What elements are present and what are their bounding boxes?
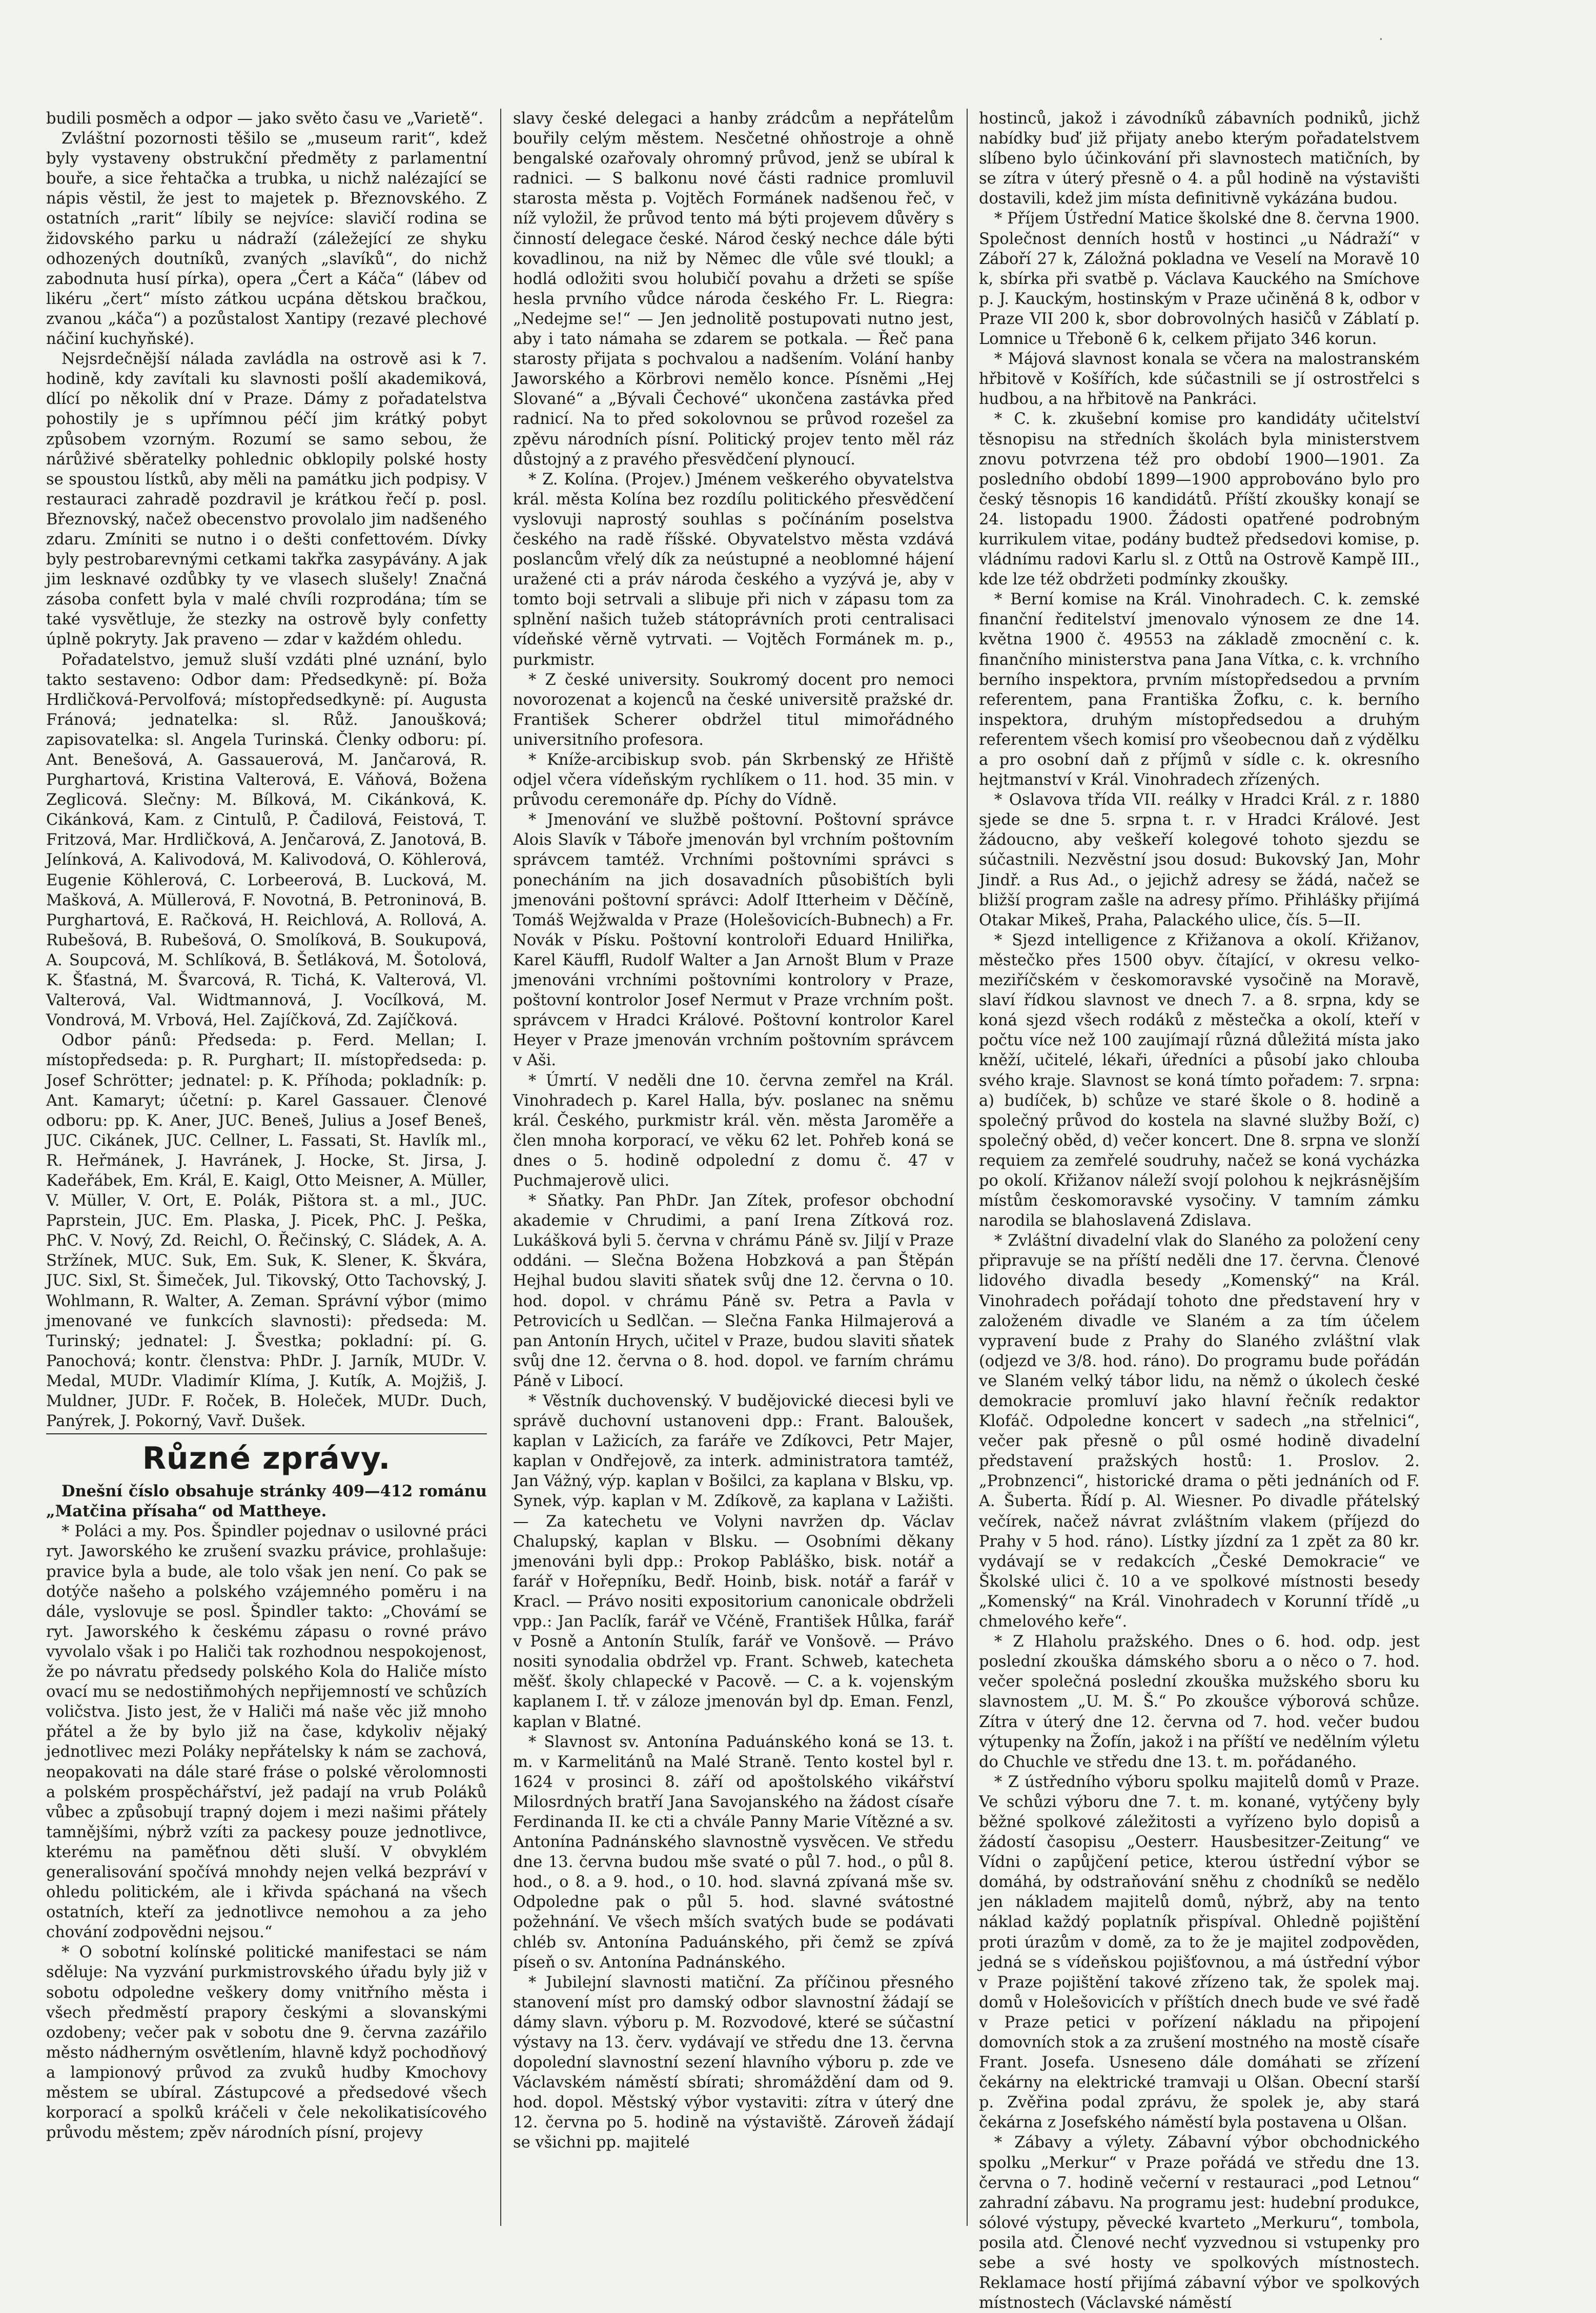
article-paragraph: * Slavnost sv. Antonína Paduánského koná se 13. t. m. v Karmelitánů na Malé Straně. Tento kostel byl r. 1624 v prosinci 8. září od apoštolského vikářství Milosrdných bratří Jana Savojanského na žádost císaře Ferdinanda II. ke cti a chvále Panny Marie Vítězné a sv. Antonína Padnánského slavnostně vysvěcen. Ve středu dne 13. června budou mše svaté o půl 7. hod., o půl 8. hod., o 8. a 9. hod., o 10. hod. slavná zpívaná mše sv. Odpoledne pak o půl 5. hod. slavné svátostné požehnání. Ve všech mších svatých bude se podávati chléb sv. Antonína Paduánského, při čemž se zpívá píseň o sv. Antonína Padnánského. [513,1733,954,1972]
paragraph: Zvláštní pozornosti těšilo se „museum rarit“, kdež byly vystaveny obstrukční předměty z parlamentní bouře, a sice řehtačka a trubka, u nichž nalézající se nápis věstil, že jest to majetek p. Březnovského. Z ostatních „rarit“ líbily se nejvíce: slavičí rodina se židovského parku u nádraží (záležející ze shyku odhozených doutníků, zvaných „slavíků“, do nichž zabodnuta husí pírka), opera „Čert a Káča“ (lábev od likéru „čert“ místo zátkou ucpána dětskou bračkou, zvanou „káča“) a pozůstalost Xantipy (rezavé plechové náčiní kuchyňské). [46,130,487,349]
paragraph: hostinců, jakož i závodníků zábavních podniků, jichž nabídky buď již přijaty anebo kterým pořadatelstvem slíbeno bylo účinkování při slavnostech matičních, by se zítra v úterý přesně o 4. a půl hodině na výstavišti dostavili, kdež jim místa definitivně vykázána budou. [979,110,1420,208]
article-paragraph: * Věstník duchovenský. V budějovické diecesi byli ve správě duchovní ustanoveni dpp.: Frant. Baloušek, kaplan v Lažicích, za faráře ve Zdíkovci, Petr Majer, kaplan v Ondřejově, za interk. administratora tamtéž, Jan Vážný, výp. kaplan v Bošilci, za kaplana v Blsku, vp. Synek, výp. kaplan v M. Zdíkově, za kaplana v Lažišti. — Za katechetu ve Volyni navržen dp. Václav Chalupský, kaplan v Blsku. — Osobními děkany jmenováni byli dpp.: Prokop Pabláško, bisk. notář a farář v Hořepníku, Bedř. Hoinb, bisk. notář a farář v Kracl. — Právo nositi expositorium canonicale obdrželi vpp.: Jan Paclík, farář ve Včéně, František Hůlka, farář v Posně a Antonín Stulík, farář ve Vonšově. — Právo nositi synodalia obdržel vp. Frant. Schweb, katecheta měšť. školy chlapecké v Pacově. — C. a k. vojenským kaplanem I. tř. v záloze jmenován byl dp. Eman. Fenzl, kaplan v Blatné. [513,1392,954,1731]
column-1 [46,109,487,2231]
paragraph: budili posměch a odpor — jako světo času ve „Varietě“. [46,110,483,128]
article-paragraph: * Sňatky. Pan PhDr. Jan Zítek, profesor obchodní akademie v Chrudimi, a paní Irena Zítková roz. Lukášková byli 5. června v chrámu Páně sv. Jiljí v Praze oddáni. — Slečna Božena Hobzková a pan Štěpán Hejhal budou slaviti sňatek svůj dne 12. června o 10. hod. dopol. v chrámu Páně sv. Petra a Pavla v Petrovicích u Sedlčan. — Slečna Fanka Hilmajerová a pan Antonín Hrych, učitel v Praze, budou slaviti sňatek svůj dne 12. června o 8. hod. dopol. ve farním chrámu Páně v Libocí. [513,1192,954,1390]
article-paragraph: * C. k. zkušební komise pro kandidáty učitelství těsnopisu na středních školách byla ministerstvem znovu potvrzena též pro období 1900—1901. Za posledního období 1899—1900 approbováno bylo pro český těsnopis 16 kandidátů. Příští zkoušky konají se 24. listopadu 1900. Žádosti opatřené podrobným kurrikulem vitae, podány budtež předsedovi komise, p. vládnímu radovi Karlu sl. z Ottů na Ostrově Kampě III., kde lze též obdržeti podmínky zkoušky. [979,410,1420,589]
article-paragraph: * Z české university. Soukromý docent pro nemoci novorozenat a kojenců na české universitě pražské dr. František Scherer obdržel titul mimořádného universitního profesora. [513,671,954,749]
column-3 [979,109,1420,2312]
article-paragraph: * Úmrtí. V neděli dne 10. června zemřel na Král. Vinohradech p. Karel Halla, býv. poslanec na sněmu král. Českého, purkmistr král. věn. města Jaroměře a člen mnoha korporací, ve věku 62 let. Pohřeb koná se dnes o 5. hodině odpolední z domu č. 47 v Puchmajerově ulici. [513,1071,954,1190]
article-paragraph: * Z. Kolína. (Projev.) Jménem veškerého obyvatelstva král. města Kolína bez rozdílu politického přesvědčení vyslovuji naprostý souhlas s počínáním poselstva českého na radě říšské. Obyvatelstvo města vzdává poslancům vřelý dík za neústupné a neoblomné hájení uražené cti a práv národa českého a vyzývá je, aby v tomto boji setrvali a slibuje při nich v zápasu tom za splnění našich tužeb státoprávních proti centralisaci vídeňské věrně vytrvati. — Vojtěch Formánek m. p., purkmistr. [513,470,954,669]
article-paragraph: * Berní komise na Král. Vinohradech. C. k. zemské finanční ředitelství jmenovalo výnosem ze dne 14. května 1900 č. 49553 na základě zmocnění c. k. finančního ministerstva pana Jana Vítka, c. k. vrchního berního inspektora, prvním místopředsedou a prvním referentem, pana Františka Žofku, c. k. berního inspektora, druhým místopředsedou a druhým referentem všech komisí pro všeobecnou daň z výdělku a pro osobní daň z příjmů v sídle c. k. okresního hejtmanství v Král. Vinohradech zřízených. [979,591,1420,789]
article-paragraph: * Jubilejní slavnosti matiční. Za příčinou přesného stanovení míst pro damský odbor slavnostní žádají se dámy slavn. výboru p. M. Rozvodové, které se súčastní výstavy na 13. červ. vydávají ve středu dne 13. června dopolední slavnostní sezení hlavního výboru p. zde ve Václavském náměstí sbírati; shromáždění dam od 9. hod. dopol. Městský výbor vystaviti: zítra v úterý dne 12. června po 5. hodině na výstaviště. Zároveň žádají se všichni pp. majitelé [513,1973,954,2152]
corner-mark: · [1379,31,1383,48]
section-divider [46,1433,487,1434]
column-2 [513,109,954,2231]
paragraph: slavy české delegaci a hanby zrádcům a nepřátelům bouřily celým městem. Nesčetné ohňostroje a ohně bengalské ozařovaly ohromný průvod, jenž se ubíral k radnici. — S balkonu nové části radnice promluvil starosta města p. Vojtěch Formánek nadšenou řeč, v níž vyložil, že průvod tento má býti projevem důvěry s činností delegace české. Národ český nechce dále býti kovadlinou, na niž by Němec dle vůle své tloukl; a hodlá odložiti svou holubičí povahu a držeti se spíše hesla prvního vůdce národa českého Fr. L. Riegra: „Nedejme se!“ — Jen jednolitě postupovati nutno jest, aby i tato námaha se zdarem se potkala. — Řeč pana starosty přijata s pochvalou a nadšením. Volání hanby Jaworského a Körbrovi nemělo konce. Písněmi „Hej Slované“ a „Bývali Čechové“ ukončena zastávka před radnicí. Na to před sokolovnou se průvod rozešel za zpěvu národních písní. Politický projev tento měl ráz důstojný a z pravého přesvědčení plynoucí. [513,110,954,469]
section-heading: Různé zprávy. [142,1440,391,1477]
article-paragraph: * O sobotní kolínské politické manifestaci se nám sděluje: Na vyzvání purkmistrovského úřadu byly již v sobotu odpoledne veškery domy vnitřního města i všech předměstí prapory českými a slovanskými ozdobeny; večer pak v sobotu dne 9. června zazářilo město nádherným osvětlením, hlavně když pochodňový a lampionový průvod za zvuků hudby Kmochovy městem se ubíral. Zástupcové a předsedové všech korporací a spolků kráčeli v čele nekolikatisícového průvodu městem; zpěv národních písní, projevy [46,1943,487,2142]
article-paragraph: * Zvláštní divadelní vlak do Slaného za položení ceny připravuje se na příští neděli dne 17. června. Členové lidového divadla besedy „Komenský“ na Král. Vinohradech pořádají tohoto dne představení hry v založeném divadle ve Slaném a za tím účelem vypravení bude z Prahy do Slaného zvláštní vlak (odjezd ve 3/8. hod. ráno). Do programu bude pořádán ve Slaném velký tábor lidu, na němž o úkolech české demokracie promluví jako hlavní řečník redaktor Klofáč. Odpoledne koncert v sadech „na střelnici“, večer pak přesně o půl osmé hodině divadelní představení pražských hostů: 1. Proslov. 2. „Probnzenci“, historické drama o pěti jednáních od F. A. Šuberta. Řídí p. Al. Wiesner. Po divadle přátelský večírek, načež návrat zvláštním vlakem (příjezd do Prahy v 5 hod. ráno). Lístky jízdní za 1 zpět za 80 kr. vydávají se v redakcích „České Demokracie“ ve Školské ulici č. 10 a ve spolkové místnosti besedy „Komenský“ na Král. Vinohradech v Korunní třídě „u chmelového keře“. [979,1232,1420,1631]
article-paragraph: * Májová slavnost konala se včera na malostranském hřbitově v Košířích, kde súčastnili se jí ostrostřelci s hudbou, a na hřbitově na Pankráci. [979,350,1420,409]
article-paragraph: * Z Hlaholu pražského. Dnes o 6. hod. odp. jest poslední zkouška dámského sboru a o něco o 7. hod. večer společná poslední zkouška mužského sboru ku slavnostem „U. M. Š.“ Po zkoušce výborová schůze. Zítra v úterý dne 12. června od 7. hod. večer budou výtupenky na Žofín, jakož i na příští ve nedělním výletu do Chuchle ve středu dne 13. t. m. pořádaného. [979,1633,1420,1771]
column-rule-right [967,109,968,2226]
paragraph: Nejsrdečnější nálada zavládla na ostrově asi k 7. hodině, kdy zavítali ku slavnosti pošlí akademiková, dlící po několik dní v Praze. Dámy z pořadatelstva pohostily je s upřímnou péčí jim krátký pobyt způsobem vzorným. Rozumí se samo sebou, že nárůživé sběratelky pohlednic obklopily polské hosty se spoustou lístků, aby měli na památku jich podpisy. V restauraci zahradě pozdravil je krátkou řečí p. posl. Březnovský, načež obecenstvo provolalo jim nadšeného zdaru. Zmíniti se nutno i o dešti confettovém. Dívky byly pestrobarevnými cetkami takřka zasypávány. A jak jim lesknavé ozdůbky ty ve vlasech slušely! Značná zásoba confett byla v malé chvíli rozprodána; tím se také vysvětluje, že stezky na ostrově byly confetty úplně pokryty. Jak praveno — zdar v každém ohledu. [46,350,487,649]
article-paragraph: * Z ústředního výboru spolku majitelů domů v Praze. Ve schůzi výboru dne 7. t. m. konané, vytýčeny byly běžné spolkové záležitosti a vyřízeno bylo dopisů a žádostí časopisu „Oesterr. Hausbesitzer-Zeitung“ ve Vídni o zapůjčení petice, kterou ústřední výbor se domáhá, by odstraňování sněhu z chodníků se nedělo jen nákladem majitelů domů, nýbrž, aby na tento náklad každý poplatník přispíval. Ohledně pojištění proti úrazům v domě, za to že je majitel zodpověden, jedná se s vídeňskou pojišťovnou, a má ústřední výbor v Praze pojištění takové zřízeno tak, že spolek maj. domů v Holešovicích v příštích dnech bude ve své řadě v Praze petici v pořízení nákladu na připojení domovních stok a za zrušení mostného na mostě císaře Frant. Josefa. Usneseno dále domáhati se zřízení čekárny na elektrické tramvaji u Olšan. Obecní starší p. Zvěřina podal zprávu, že spolek je, aby stará čekárna z Josefského náměstí byla postavena u Olšan. [979,1773,1420,2132]
paragraph: Pořadatelstvo, jemuž sluší vzdáti plné uznání, bylo takto sestaveno: Odbor dam: Předsedkyně: pí. Boža Hrdličková-Pervolfová; místopředsedkyně: pí. Augusta Fránová; jednatelka: sl. Růž. Janoušková; zapisovatelka: sl. Angela Turinská. Členky odboru: pí. Ant. Benešová, A. Gassauerová, M. Jančarová, R. Purghartová, Kristina Valterová, E. Váňová, Božena Zeglicová. Slečny: M. Bílková, M. Cikánková, K. Cikánková, Kam. z Cintulů, P. Čadilová, Feistová, T. Fritzová, Mar. Hrdličková, A. Jenčarová, Z. Janotová, B. Jelínková, A. Kalivodová, M. Kalivodová, O. Köhlerová, Eugenie Köhlerová, C. Lorbeerová, B. Lucková, M. Mašková, A. Müllerová, F. Novotná, B. Petroninová, B. Purghartová, E. Račková, H. Reichlová, A. Rollová, A. Rubešová, B. Rubešová, O. Smolíková, B. Soukupová, A. Soupcová, M. Schlíková, B. Šetláková, M. Šotolová, K. Šťastná, M. Švarcová, R. Tichá, K. Valterová, Vl. Valterová, Val. Widtmannová, J. Vocílková, M. Vondrová, M. Vrbová, Hel. Zajíčková, Zd. Zajíčková. [46,651,487,1030]
article-paragraph: * Oslavova třída VII. reálky v Hradci Král. z r. 1880 sjede se dne 5. srpna t. r. v Hradci Králové. Jest žádoucno, aby veškeří kolegové tohoto sjezdu se súčastnili. Nezvěstní jsou dosud: Bukovský Jan, Mohr Jindř. a Rus Ad., o jejichž adresy se žádá, načež se bližší program zašle na adresy přímo. Přihlášky přijímá Otakar Mikeš, Praha, Palackého ulice, čís. 5—II. [979,791,1420,929]
article-paragraph: * Zábavy a výlety. Zábavní výbor obchodnického spolku „Merkur“ v Praze pořádá ve středu dne 13. června o 7. hodině večerní v restauraci „pod Letnou“ zahradní zábavu. Na programu jest: hudební produkce, sólové výstupy, pěvecké kvarteto „Merkuru“, tombola, posila atd. Členové nechť vyzvednou si vstupenky pro sebe a své hosty ve spolkových místnostech. Reklamace hostí přijímá zábavní výbor ve spolkových místnostech (Václavské náměstí [979,2134,1420,2312]
article-paragraph: * Jmenování ve službě poštovní. Poštovní správce Alois Slavík v Táboře jmenován byl vrchním poštovním správcem tamtéž. Vrchními poštovními správci s ponecháním na jich dosavadních působištích byli jmenováni poštovní správci: Adolf Itterheim v Děčíně, Tomáš Wejžwalda v Praze (Holešovicích-Bubnech) a Fr. Novák v Písku. Poštovní kontroloři Eduard Hniliřka, Karel Käuffl, Rudolf Walter a Jan Arnošt Blum v Praze jmenováni vrchními poštovními kontrolory v Praze, poštovní kontrolor Josef Nermut v Praze vrchním pošt. správcem v Hradci Králové. Poštovní kontrolor Karel Heyer v Praze jmenován vrchním poštovním správcem v Aši. [513,811,954,1070]
notice-paragraph: Dnešní číslo obsahuje stránky 409—412 románu „Matčina přísaha“ od Mattheye. [46,1482,487,1521]
article-paragraph: * Sjezd intelligence z Křižanova a okolí. Křižanov, městečko přes 1500 obyv. čítající, v okresu velko-meziříčském v českomoravské vysočině na Moravě, slaví řídkou slavnost ve dnech 7. a 8. srpna, kdy se koná sjezd všech rodáků z městečka a okolí, kteří v počtu více než 100 zaujímají různá důležitá místa jako kněží, učitelé, lékaři, úředníci a působí jako chlouba svého kraje. Slavnost se koná tímto pořadem: 7. srpna: a) budíček, b) schůze ve staré škole o 8. hodině a společný průvod do kostela na slavné služby Boží, c) společný oběd, d) večer koncert. Dne 8. srpna ve slonží requiem za zemřelé soudruhy, načež se koná vycházka po okolí. Křižanov náleží svojí polohou k nejkrásnějším místům českomoravské vysočiny. V tamním zámku narodila se blahoslavená Zdislava. [979,931,1420,1230]
paragraph: Odbor pánů: Předseda: p. Ferd. Mellan; I. místopředseda: p. R. Purghart; II. místopředseda: p. Josef Schrötter; jednatel: p. K. Příhoda; pokladník: p. Ant. Kamaryt; účetní: p. Karel Gassauer. Členové odboru: pp. K. Aner, JUC. Beneš, Julius a Josef Beneš, JUC. Cikánek, JUC. Cellner, L. Fassati, St. Havlík ml., R. Heřmánek, J. Havránek, J. Hocke, St. Jirsa, J. Kadeřábek, Em. Král, E. Kaigl, Otto Meisner, A. Müller, V. Müller, V. Ort, E. Polák, Pištora st. a ml., JUC. Paprstein, JUC. Em. Plaska, J. Picek, PhC. J. Peška, PhC. V. Nový, Zd. Reichl, O. Řečinský, C. Sládek, A. A. Stržínek, MUC. Suk, Em. Suk, K. Slener, K. Škvára, JUC. Sixl, St. Šimeček, Jul. Tikovský, Otto Tachovský, J. Wohlmann, R. Walter, A. Zeman. Správní výbor (mimo jmenované ve funkcích slavnosti): předseda: M. Turinský; jednatel: J. Švestka; pokladní: pí. G. Panochová; kontr. členstva: PhDr. J. Jarník, MUDr. V. Medal, MUDr. Vladimír Klíma, J. Kutík, A. Mojžiš, J. Muldner, JUDr. F. Roček, B. Holeček, MUDr. Duch, Panýrek, J. Pokorný, Vavř. Dušek. [46,1031,487,1431]
column-rule-left [500,109,501,2226]
article-paragraph: * Kníže-arcibiskup svob. pán Skrbenský ze Hřiště odjel včera vídeňským rychlíkem o 11. hod. 35 min. v průvodu ceremonáře dp. Píchy do Vídně. [513,751,954,809]
article-paragraph: * Poláci a my. Pos. Špindler pojednav o usilovné práci ryt. Jaworského ke zrušení svazku právice, prohlašuje: pravice byla a bude, ale tolo však jen není. Co pak se dotýče našeho a polského vzájemného poměru i na dále, vyslovuje se posl. Špindler takto: „Chovámí se ryt. Jaworského k českému zápasu o rovné právo vyvolalo však i po Haliči tak rozhodnou nespokojenost, že po návratu předsedy polského Kola do Haliče místo ovací mu se nedostiňmohých nepřijemností ve schůzích voličstva. Jisto jest, že v Haliči má naše věc již mnoho přátel a že by bylo již na čase, kdykoliv nějaký jednotlivec mezi Poláky nepřátelsky k nám se zachová, neopakovati na dále staré fráse o polské věrolomnosti a polském prospěchářství, jež padají na vrub Poláků vůbec a způsobují trapný dojem i mezi našimi přátely tamnějšími, nýbrž vzíti za packesy pouze jednotlivce, kterému na paměťnou děti sluší. V obvyklém generalisování spočívá mnohdy nejen velká bezpráví v ohledu politickém, ale i křivda spáchaná na všech ostatních, kteří za jednotlivce nemohou a za jeho chování zodpovědni nejsou.“ [46,1523,487,1942]
article-paragraph: * Příjem Ústřední Matice školské dne 8. června 1900. Společnost denních hostů v hostinci „u Nádraží“ v Záboří 27 k, Záložná pokladna ve Veselí na Moravě 10 k, sbírka při svatbě p. Václava Kauckého na Smíchove p. J. Kauckým, hostinským v Praze učiněná 8 k, odbor v Praze VII 200 k, sbor dobrovolných hasičů v Záblatí p. Lomnice u Třeboně 6 k, celkem přijato 346 korun. [979,210,1420,349]
